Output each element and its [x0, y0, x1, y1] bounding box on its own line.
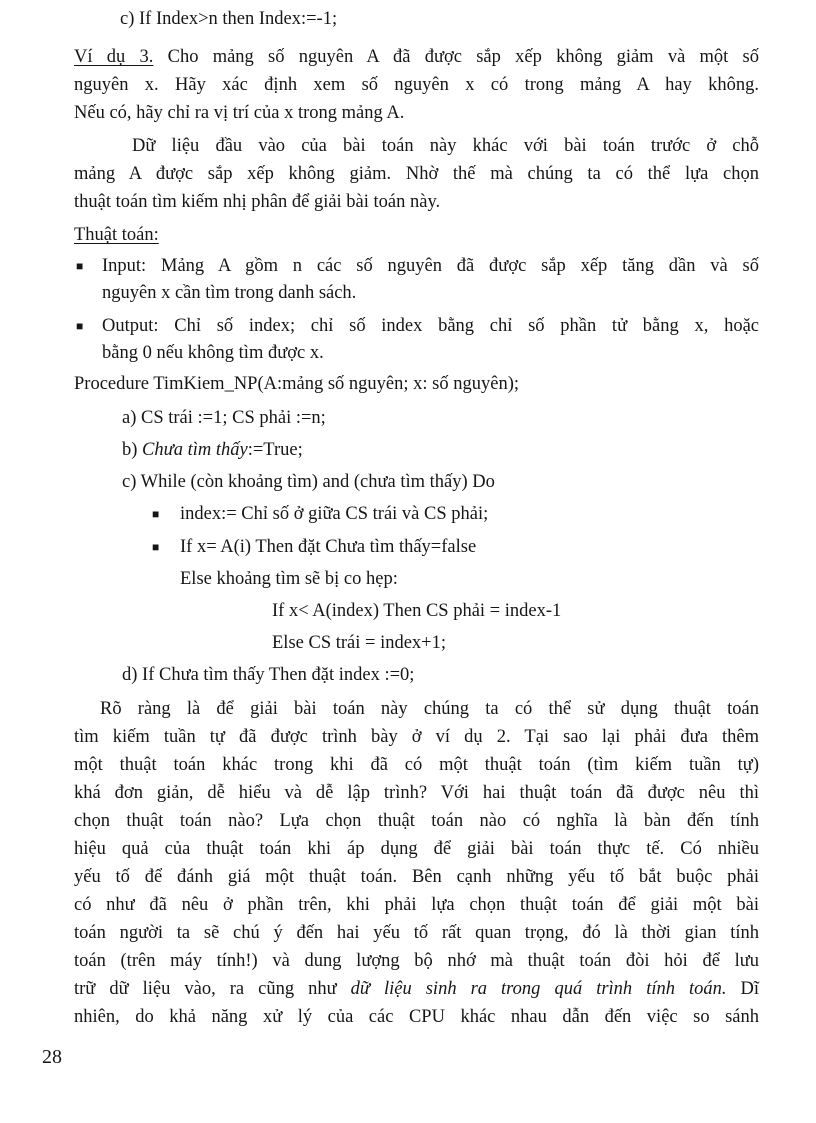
- step-c-index-line: index:= Chỉ số ở giữa CS trái và CS phải;: [180, 504, 489, 524]
- example-3-line-3: Nếu có, hãy chỉ ra vị trí của x trong mảng A.: [74, 103, 405, 123]
- step-c-else-line: Else khoảng tìm sẽ bị co hẹp:: [180, 569, 398, 589]
- step-b-assignment: :=True;: [247, 440, 303, 460]
- discussion-line-7: yếu tố để đánh giá một thuật toán. Bên cạnh những yếu tố bắt buộc phải: [74, 867, 759, 887]
- input-data-paragraph-line-2: mảng A được sắp xếp không giảm. Nhờ thế mà chúng ta có thể lựa chọn: [74, 164, 759, 184]
- example-3-first-line: [74, 44, 759, 70]
- procedure-header: Procedure TimKiem_NP(A:mảng số nguyên; x: số nguyên);: [74, 374, 520, 394]
- input-data-paragraph-line-3: thuật toán tìm kiếm nhị phân để giải bài toán này.: [74, 192, 441, 212]
- discussion-line-10: toán (trên máy tính!) và dung lượng bộ nhớ mà thuật toán đòi hỏi để lưu: [74, 951, 759, 971]
- step-c-if-line: If x= A(i) Then đặt Chưa tìm thấy=false: [180, 537, 477, 557]
- example-3-text: Cho mảng số nguyên A đã được sắp xếp không giảm và một số: [153, 47, 759, 67]
- bullet-icon: ■: [76, 319, 84, 333]
- bullet-icon: ■: [76, 259, 84, 273]
- page-number: 28: [42, 1046, 62, 1068]
- algorithm-heading: Thuật toán:: [74, 225, 159, 245]
- code-line-c-index-reset: c) If Index>n then Index:=-1;: [120, 9, 338, 29]
- step-c-inner-else-line: Else CS trái = index+1;: [272, 633, 446, 653]
- input-bullet-line-1: Input: Mảng A gồm n các số nguyên đã được sắp xếp tăng dần và số: [102, 256, 759, 276]
- input-data-paragraph-line-1: Dữ liệu đầu vào của bài toán này khác với bài toán trước ở chỗ: [132, 136, 759, 156]
- discussion-line-3: một thuật toán khác trong khi đã có một thuật toán (tìm kiếm tuần tự): [74, 755, 759, 775]
- discussion-line-11: [74, 976, 759, 1002]
- step-b-variable: Chưa tìm thấy: [142, 440, 248, 460]
- step-c: c) While (còn khoảng tìm) and (chưa tìm thấy) Do: [122, 472, 495, 492]
- discussion-line-1: Rõ ràng là để giải bài toán này chúng ta có thể sử dụng thuật toán: [100, 699, 759, 719]
- discussion-line-12: nhiên, do khả năng xử lý của các CPU khác nhau dẫn đến việc so sánh: [74, 1007, 759, 1027]
- discussion-line-8: có như đã nêu ở phần trên, khi phải lựa chọn thuật toán để giải một bài: [74, 895, 759, 915]
- discussion-line-2: tìm kiếm tuần tự đã được trình bày ở ví dụ 2. Tại sao lại phải đưa thêm: [74, 727, 759, 747]
- discussion-line-4: khá đơn giản, dễ hiểu và dễ lập trình? Với hai thuật toán đã được nêu thì: [74, 783, 759, 803]
- discussion-line-11-start: trữ dữ liệu vào, ra cũng như: [74, 979, 351, 999]
- bullet-icon: ■: [152, 507, 160, 521]
- discussion-line-5: chọn thuật toán nào? Lựa chọn thuật toán nào có nghĩa là bàn đến tính: [74, 811, 759, 831]
- discussion-line-9: toán người ta sẽ chú ý đến hai yếu tố rất quan trọng, đó là thời gian tính: [74, 923, 759, 943]
- discussion-line-11-italic: dữ liệu sinh ra trong quá trình tính toán.: [350, 979, 727, 999]
- bullet-icon: ■: [152, 540, 160, 554]
- output-bullet-line-1: Output: Chỉ số index; chỉ số index bằng chỉ số phần tử bằng x, hoặc: [102, 316, 759, 336]
- step-a: a) CS trái :=1; CS phải :=n;: [122, 408, 326, 428]
- example-3-line-2: nguyên x. Hãy xác định xem số nguyên x có trong mảng A hay không.: [74, 75, 759, 95]
- output-bullet-line-2: bằng 0 nếu không tìm được x.: [102, 343, 324, 363]
- input-bullet-line-2: nguyên x cần tìm trong danh sách.: [102, 283, 357, 303]
- discussion-line-11-end: Dĩ: [726, 979, 760, 999]
- step-b: [122, 437, 303, 463]
- example-3-label: Ví dụ 3.: [74, 47, 154, 67]
- step-c-inner-if-line: If x< A(index) Then CS phải = index-1: [272, 601, 562, 621]
- discussion-line-6: hiệu quả của thuật toán khi áp dụng để giải bài toán thực tế. Có nhiều: [74, 839, 759, 859]
- step-b-prefix: b): [122, 440, 143, 460]
- step-d: d) If Chưa tìm thấy Then đặt index :=0;: [122, 665, 415, 685]
